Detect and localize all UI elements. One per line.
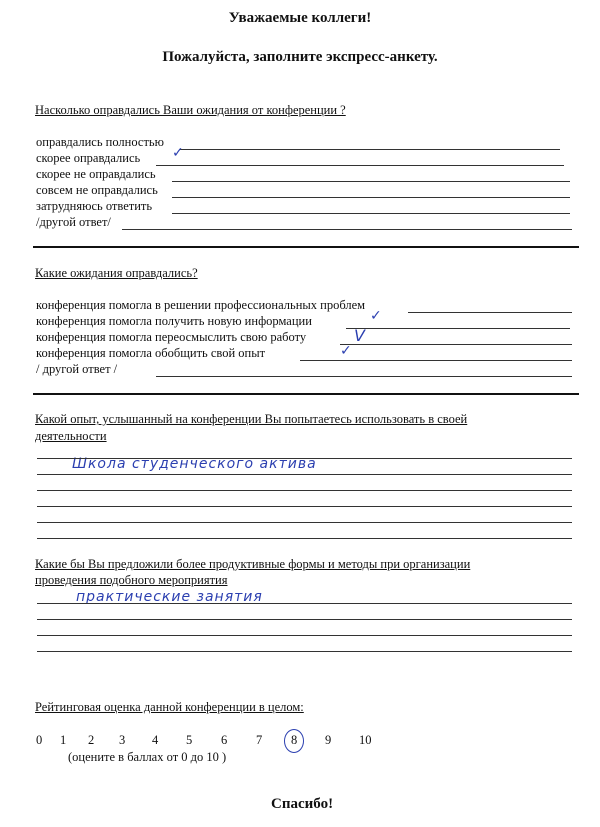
request-subtitle: Пожалуйста, заполните экспресс-анкету. bbox=[162, 49, 438, 65]
answer-line[interactable] bbox=[37, 619, 572, 620]
q3-question: Какой опыт, услышанный на конференции Вы попытаетесь использовать в своей bbox=[35, 412, 468, 426]
checkmark-icon: ✓ bbox=[172, 145, 184, 161]
answer-line[interactable] bbox=[37, 603, 572, 604]
section-divider bbox=[33, 393, 579, 395]
answer-line[interactable] bbox=[156, 376, 572, 377]
answer-line[interactable] bbox=[122, 229, 572, 230]
rating-option-10[interactable]: 10 bbox=[359, 733, 372, 747]
q4-question-cont: проведения подобного мероприятия bbox=[35, 573, 228, 587]
checkmark-icon: V bbox=[354, 326, 365, 345]
answer-line[interactable] bbox=[156, 165, 564, 166]
rating-option-9[interactable]: 9 bbox=[325, 733, 332, 747]
answer-line[interactable] bbox=[37, 522, 572, 523]
answer-line[interactable] bbox=[37, 506, 572, 507]
q4-handwritten-answer: практические занятия bbox=[76, 589, 263, 605]
q2-question: Какие ожидания оправдались? bbox=[35, 266, 198, 280]
rating-option-3[interactable]: 3 bbox=[119, 733, 126, 747]
answer-line[interactable] bbox=[37, 458, 572, 459]
rating-option-4[interactable]: 4 bbox=[152, 733, 159, 747]
q1-option-6: /другой ответ/ bbox=[36, 215, 111, 229]
answer-line[interactable] bbox=[172, 197, 570, 198]
rating-option-1[interactable]: 1 bbox=[60, 733, 67, 747]
rating-option-8[interactable]: 8 bbox=[291, 733, 298, 747]
q1-option-4: совсем не оправдались bbox=[36, 183, 158, 197]
answer-line[interactable] bbox=[340, 344, 572, 345]
q3-handwritten-answer: Школа студенческого актива bbox=[72, 456, 317, 472]
q2-option-3: конференция помогла переосмыслить свою работу bbox=[36, 330, 307, 344]
rating-option-0[interactable]: 0 bbox=[36, 733, 43, 747]
greeting-title: Уважаемые коллеги! bbox=[228, 10, 372, 26]
thanks-text: Спасибо! bbox=[271, 796, 334, 812]
answer-line[interactable] bbox=[408, 312, 572, 313]
q2-option-1: конференция помогла в решении профессиональных проблем bbox=[36, 298, 366, 312]
answer-line[interactable] bbox=[37, 651, 572, 652]
answer-line[interactable] bbox=[37, 635, 572, 636]
answer-line[interactable] bbox=[172, 213, 570, 214]
rating-question: Рейтинговая оценка данной конференции в целом: bbox=[35, 700, 304, 714]
q1-option-2: скорее оправдались bbox=[36, 151, 141, 165]
rating-hint: (оцените в баллах от 0 до 10 ) bbox=[68, 750, 227, 764]
answer-line[interactable] bbox=[180, 149, 560, 150]
answer-line[interactable] bbox=[37, 474, 572, 475]
rating-option-7[interactable]: 7 bbox=[256, 733, 263, 747]
answer-line[interactable] bbox=[37, 490, 572, 491]
answer-line[interactable] bbox=[346, 328, 570, 329]
q1-option-1: оправдались полностью bbox=[36, 135, 164, 149]
rating-option-2[interactable]: 2 bbox=[88, 733, 95, 747]
answer-line[interactable] bbox=[300, 360, 572, 361]
section-divider bbox=[33, 246, 579, 248]
q4-question: Какие бы Вы предложили более продуктивные формы и методы при организации bbox=[35, 557, 471, 571]
selected-rating-circle-icon bbox=[284, 729, 304, 753]
q1-question: Насколько оправдались Ваши ожидания от конференции ? bbox=[35, 103, 346, 117]
q2-option-2: конференция помогла получить новую информации bbox=[36, 314, 312, 328]
q3-question-cont: деятельности bbox=[35, 429, 107, 443]
rating-option-5[interactable]: 5 bbox=[186, 733, 193, 747]
q2-option-5: / другой ответ / bbox=[36, 362, 118, 376]
checkmark-icon: ✓ bbox=[370, 308, 382, 324]
checkmark-icon: ✓ bbox=[340, 343, 352, 359]
answer-line[interactable] bbox=[37, 538, 572, 539]
q1-option-5: затрудняюсь ответить bbox=[36, 199, 153, 213]
q1-option-3: скорее не оправдались bbox=[36, 167, 156, 181]
q2-option-4: конференция помогла обобщить свой опыт bbox=[36, 346, 266, 360]
answer-line[interactable] bbox=[172, 181, 570, 182]
rating-option-6[interactable]: 6 bbox=[221, 733, 228, 747]
